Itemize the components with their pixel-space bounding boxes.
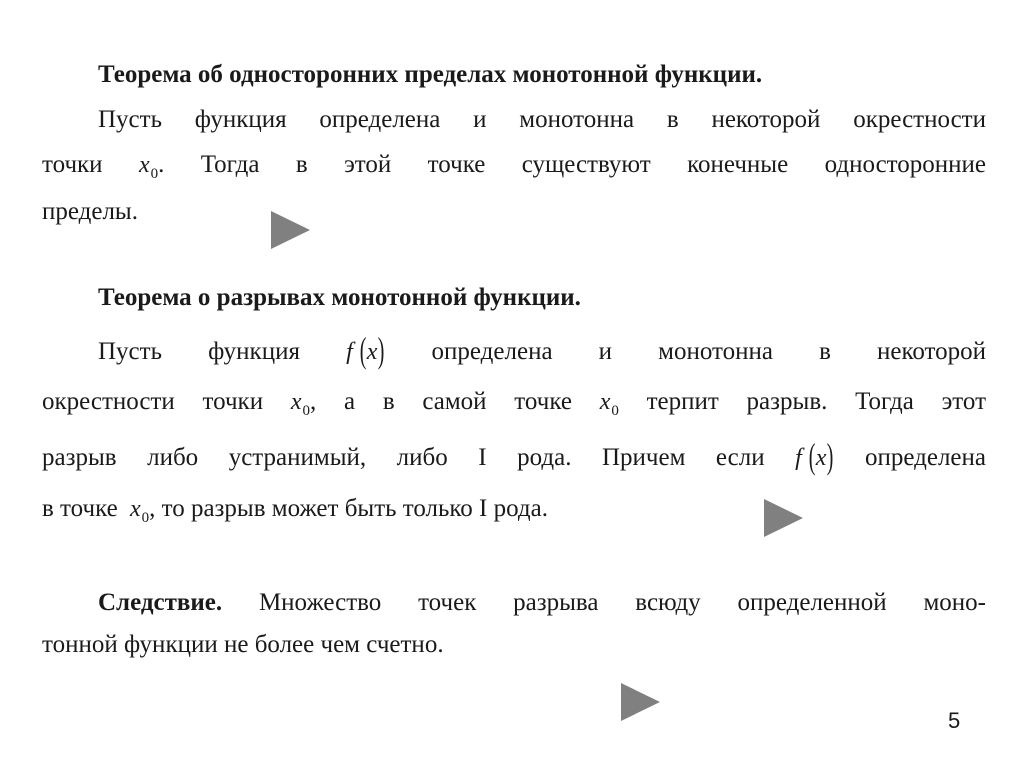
corollary-line1: Следствие. Множество точек разрыва всюду определенной моно- [98,589,987,616]
play-arrow-icon[interactable] [271,211,310,249]
x0-symbol: $x_0$ [599,389,619,419]
theorem1-line3: пределы. [42,198,138,225]
theorem1-line2: точки $x_0$. Тогда в этой точке существуют конечные односторонние [42,151,986,182]
corollary-line2: тонной функции не более чем счетно. [42,631,444,658]
theorem2-title: Теорема о разрывах монотонной функции. [98,284,581,311]
theorem1-title: Теорема об односторонних пределах монотонной функции. [98,61,763,88]
fx-symbol: f (x) [346,330,385,370]
theorem2-line2: окрестности точки $x_0$, а в самой точке $x_0$ терпит разрыв. Тогда этот [42,388,987,419]
x0-symbol: $x_0$ [129,496,150,526]
play-arrow-icon[interactable] [764,499,803,537]
x0-symbol: $x_0$ [290,389,310,419]
theorem1-line1: Пусть функция определена и монотонна в некоторой окрестности [98,106,986,133]
fx-symbol: f (x) [795,436,834,476]
page-number: 5 [948,708,961,733]
x0-symbol: $x_0$ [138,152,159,182]
theorem2-line1: Пусть функция f (x) определена и монотонна в некоторой [98,330,987,370]
play-arrow-icon[interactable] [621,683,660,721]
theorem2-line4: в точке $x_0$, то разрыв может быть только I рода. [42,495,548,526]
theorem2-line3: разрыв либо устранимый, либо I рода. Причем если f (x) определена [42,436,986,476]
